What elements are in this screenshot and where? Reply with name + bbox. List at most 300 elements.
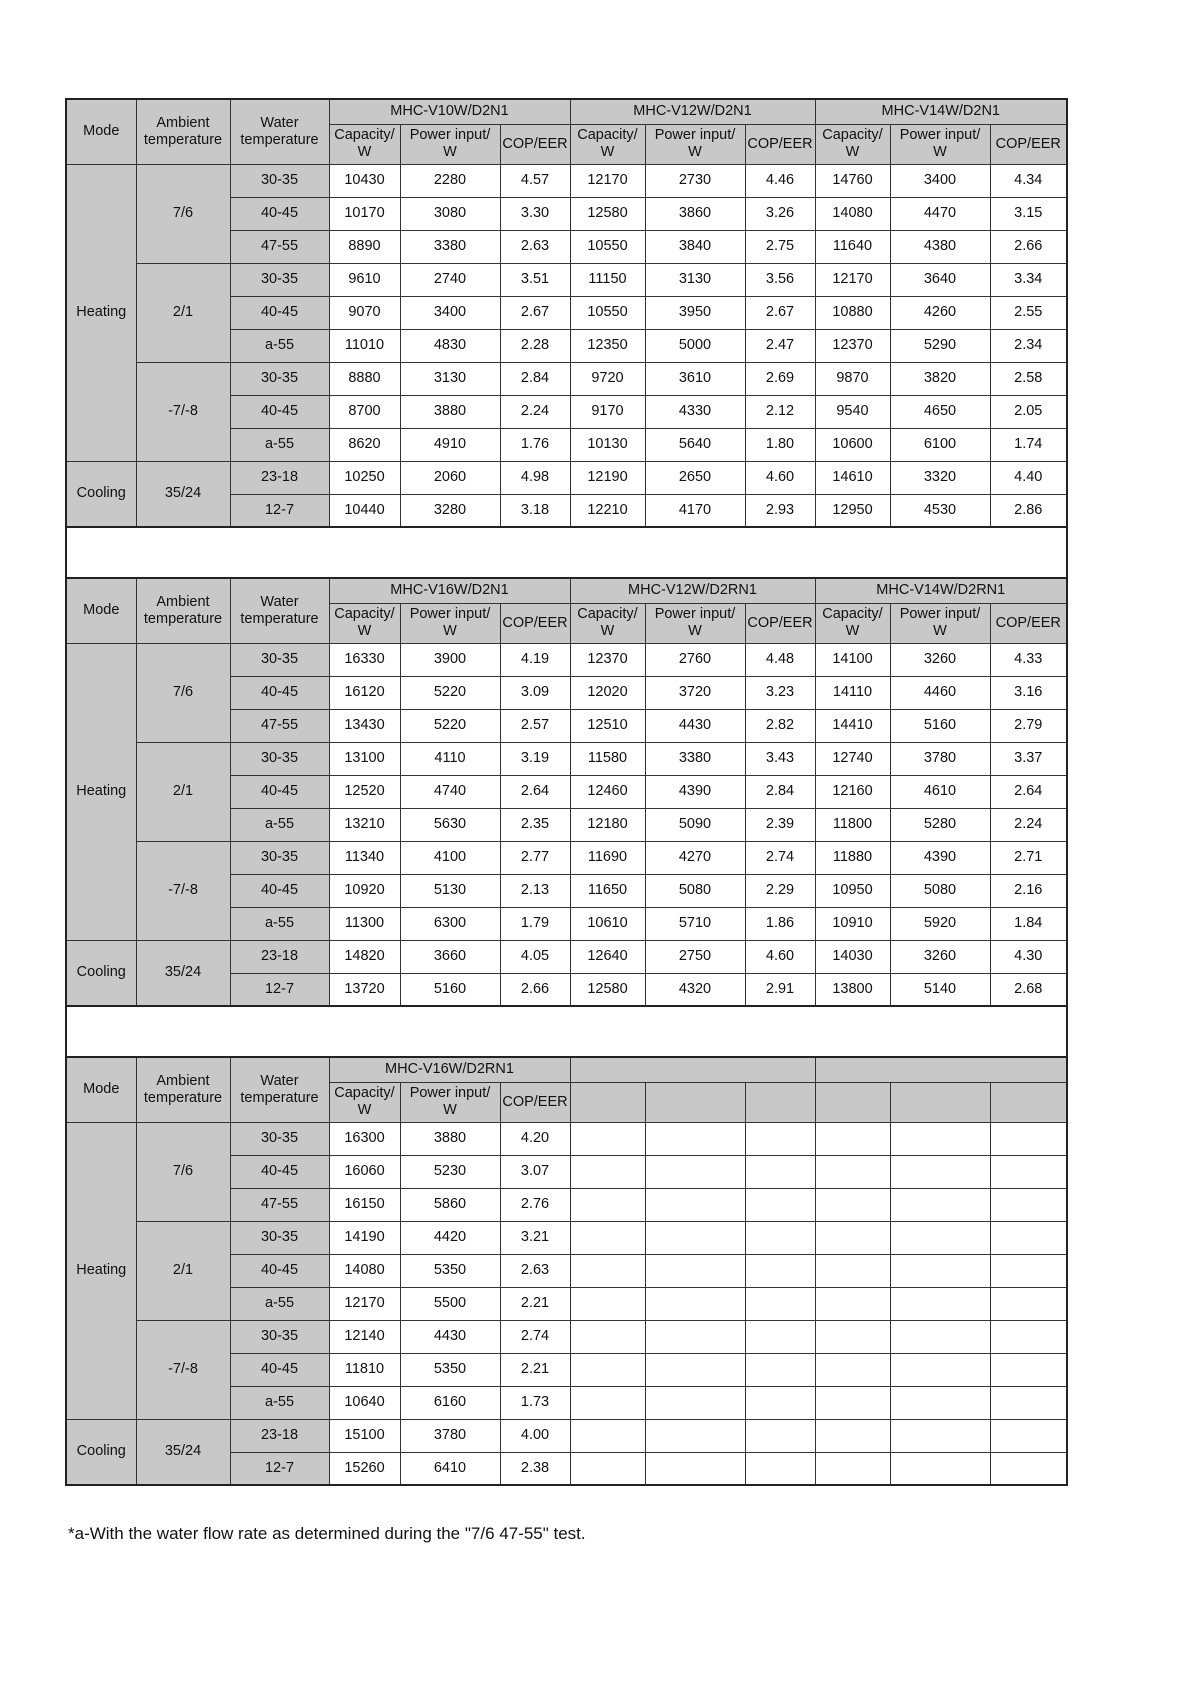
- ambient-cell: 2/1: [136, 263, 230, 362]
- cop-cell: 2.24: [500, 395, 570, 428]
- power-input-header: Power input/ W: [645, 124, 745, 164]
- power-input-cell: [645, 1155, 745, 1188]
- cop-cell: 3.34: [990, 263, 1067, 296]
- mode-cell: Cooling: [66, 940, 136, 1006]
- cop-cell: 2.29: [745, 874, 815, 907]
- mode-header: Mode: [66, 99, 136, 164]
- power-input-cell: [645, 1221, 745, 1254]
- water-temp-cell: 40-45: [230, 1353, 329, 1386]
- cop-cell: [990, 1155, 1067, 1188]
- water-header: Water temperature: [230, 578, 329, 643]
- empty-metric-header: [745, 1082, 815, 1122]
- cop-cell: 2.63: [500, 1254, 570, 1287]
- power-input-cell: 3260: [890, 643, 990, 676]
- cop-cell: 3.51: [500, 263, 570, 296]
- cop-cell: 2.55: [990, 296, 1067, 329]
- power-input-cell: 4740: [400, 775, 500, 808]
- header-model-row: [66, 578, 1067, 603]
- power-input-cell: 3280: [400, 494, 500, 527]
- cop-cell: [745, 1452, 815, 1485]
- power-input-cell: 4390: [645, 775, 745, 808]
- power-input-cell: 4170: [645, 494, 745, 527]
- water-temp-cell: 30-35: [230, 742, 329, 775]
- capacity-cell: [815, 1155, 890, 1188]
- power-input-cell: [890, 1452, 990, 1485]
- capacity-cell: 16120: [329, 676, 400, 709]
- water-temp-cell: 12-7: [230, 973, 329, 1006]
- table-row: [66, 1221, 1067, 1254]
- water-temp-cell: 30-35: [230, 841, 329, 874]
- power-input-cell: 5220: [400, 676, 500, 709]
- power-input-cell: 4110: [400, 742, 500, 775]
- capacity-cell: 10550: [570, 230, 645, 263]
- capacity-cell: 8620: [329, 428, 400, 461]
- cop-cell: [745, 1254, 815, 1287]
- model-header: MHC-V14W/D2N1: [815, 99, 1067, 124]
- ambient-cell: 7/6: [136, 164, 230, 263]
- model-header: MHC-V10W/D2N1: [329, 99, 570, 124]
- power-input-cell: 5290: [890, 329, 990, 362]
- capacity-cell: 16060: [329, 1155, 400, 1188]
- power-input-cell: 5280: [890, 808, 990, 841]
- cop-cell: 4.57: [500, 164, 570, 197]
- capacity-cell: 12370: [815, 329, 890, 362]
- table-spacer: [66, 1006, 1067, 1057]
- cop-eer-header: COP/EER: [745, 603, 815, 643]
- water-temp-cell: a-55: [230, 428, 329, 461]
- power-input-cell: [645, 1188, 745, 1221]
- water-temp-cell: 47-55: [230, 709, 329, 742]
- cop-cell: [990, 1122, 1067, 1155]
- water-temp-cell: 40-45: [230, 1254, 329, 1287]
- power-input-cell: [890, 1320, 990, 1353]
- cop-cell: 2.05: [990, 395, 1067, 428]
- capacity-cell: 10950: [815, 874, 890, 907]
- ambient-cell: -7/-8: [136, 362, 230, 461]
- cop-cell: [990, 1254, 1067, 1287]
- cop-cell: 2.91: [745, 973, 815, 1006]
- mode-cell: Cooling: [66, 461, 136, 527]
- power-input-cell: 6100: [890, 428, 990, 461]
- power-input-cell: 2750: [645, 940, 745, 973]
- power-input-cell: [645, 1353, 745, 1386]
- cop-cell: 1.76: [500, 428, 570, 461]
- power-input-cell: [890, 1188, 990, 1221]
- cop-cell: 2.24: [990, 808, 1067, 841]
- capacity-cell: 12580: [570, 973, 645, 1006]
- capacity-cell: 15260: [329, 1452, 400, 1485]
- capacity-cell: [570, 1320, 645, 1353]
- capacity-cell: 8880: [329, 362, 400, 395]
- performance-sheet: [65, 98, 1066, 1486]
- capacity-cell: 12160: [815, 775, 890, 808]
- table-spacer-row: [66, 1006, 1067, 1057]
- capacity-cell: 11880: [815, 841, 890, 874]
- cop-cell: 3.18: [500, 494, 570, 527]
- capacity-cell: [570, 1287, 645, 1320]
- capacity-cell: 9720: [570, 362, 645, 395]
- capacity-cell: 14030: [815, 940, 890, 973]
- water-temp-cell: 40-45: [230, 395, 329, 428]
- cop-cell: 2.28: [500, 329, 570, 362]
- power-input-cell: 5220: [400, 709, 500, 742]
- cop-cell: 4.33: [990, 643, 1067, 676]
- power-input-cell: [645, 1452, 745, 1485]
- water-temp-cell: 30-35: [230, 263, 329, 296]
- cop-cell: 1.73: [500, 1386, 570, 1419]
- model-header: [570, 1057, 815, 1082]
- table-spacer-row: [66, 527, 1067, 578]
- capacity-cell: 11340: [329, 841, 400, 874]
- capacity-cell: [815, 1386, 890, 1419]
- capacity-header: Capacity/ W: [329, 124, 400, 164]
- water-header: Water temperature: [230, 99, 329, 164]
- cop-cell: 2.66: [500, 973, 570, 1006]
- water-temp-cell: 30-35: [230, 362, 329, 395]
- empty-metric-header: [990, 1082, 1067, 1122]
- cop-cell: 2.67: [500, 296, 570, 329]
- power-input-cell: 6300: [400, 907, 500, 940]
- cop-cell: 3.56: [745, 263, 815, 296]
- water-temp-cell: 47-55: [230, 230, 329, 263]
- cop-cell: [990, 1188, 1067, 1221]
- power-input-cell: 4430: [645, 709, 745, 742]
- power-input-cell: 5710: [645, 907, 745, 940]
- cop-cell: [745, 1155, 815, 1188]
- capacity-cell: 14760: [815, 164, 890, 197]
- cop-cell: 2.71: [990, 841, 1067, 874]
- cop-cell: [745, 1419, 815, 1452]
- cop-cell: 2.79: [990, 709, 1067, 742]
- power-input-cell: 5630: [400, 808, 500, 841]
- cop-cell: 1.74: [990, 428, 1067, 461]
- cop-cell: 3.21: [500, 1221, 570, 1254]
- cop-cell: 3.23: [745, 676, 815, 709]
- table-row: [66, 643, 1067, 676]
- capacity-header: Capacity/ W: [815, 603, 890, 643]
- capacity-cell: [570, 1254, 645, 1287]
- capacity-cell: 12170: [815, 263, 890, 296]
- water-temp-cell: 12-7: [230, 494, 329, 527]
- capacity-cell: [815, 1188, 890, 1221]
- capacity-cell: 16150: [329, 1188, 400, 1221]
- cop-cell: 2.82: [745, 709, 815, 742]
- ambient-header: Ambient temperature: [136, 1057, 230, 1122]
- model-header: MHC-V12W/D2RN1: [570, 578, 815, 603]
- cop-cell: 2.74: [745, 841, 815, 874]
- power-input-header: Power input/ W: [400, 603, 500, 643]
- cop-cell: 3.37: [990, 742, 1067, 775]
- capacity-cell: 13210: [329, 808, 400, 841]
- power-input-cell: 3130: [645, 263, 745, 296]
- water-temp-cell: 40-45: [230, 775, 329, 808]
- footnote: *a-With the water flow rate as determined during the "7/6 47-55" test.: [68, 1524, 586, 1543]
- power-input-cell: [890, 1386, 990, 1419]
- cop-cell: 2.68: [990, 973, 1067, 1006]
- power-input-cell: 3880: [400, 395, 500, 428]
- capacity-cell: 10640: [329, 1386, 400, 1419]
- power-input-cell: 5640: [645, 428, 745, 461]
- cop-cell: [990, 1452, 1067, 1485]
- capacity-cell: 12460: [570, 775, 645, 808]
- cop-cell: 2.47: [745, 329, 815, 362]
- cop-eer-header: COP/EER: [745, 124, 815, 164]
- capacity-cell: 10910: [815, 907, 890, 940]
- power-input-cell: 3400: [890, 164, 990, 197]
- power-input-cell: 4390: [890, 841, 990, 874]
- power-input-cell: 2280: [400, 164, 500, 197]
- capacity-cell: 13720: [329, 973, 400, 1006]
- capacity-cell: 11580: [570, 742, 645, 775]
- header-model-row: [66, 1057, 1067, 1082]
- cop-cell: 1.86: [745, 907, 815, 940]
- power-input-cell: 3380: [400, 230, 500, 263]
- capacity-cell: 10610: [570, 907, 645, 940]
- power-input-cell: [645, 1122, 745, 1155]
- cop-cell: 2.39: [745, 808, 815, 841]
- capacity-cell: 11150: [570, 263, 645, 296]
- capacity-cell: 12510: [570, 709, 645, 742]
- ambient-header: Ambient temperature: [136, 578, 230, 643]
- water-temp-cell: 40-45: [230, 296, 329, 329]
- cop-cell: 2.66: [990, 230, 1067, 263]
- capacity-cell: 12170: [570, 164, 645, 197]
- cop-cell: 2.12: [745, 395, 815, 428]
- capacity-cell: [570, 1452, 645, 1485]
- capacity-cell: [815, 1221, 890, 1254]
- cop-cell: 2.13: [500, 874, 570, 907]
- table-row: [66, 1122, 1067, 1155]
- power-input-header: Power input/ W: [890, 603, 990, 643]
- power-input-header: Power input/ W: [400, 1082, 500, 1122]
- water-temp-cell: a-55: [230, 907, 329, 940]
- cop-cell: 2.76: [500, 1188, 570, 1221]
- capacity-cell: 10250: [329, 461, 400, 494]
- capacity-cell: 11690: [570, 841, 645, 874]
- power-input-cell: 5860: [400, 1188, 500, 1221]
- cop-cell: 3.15: [990, 197, 1067, 230]
- power-input-cell: [890, 1122, 990, 1155]
- power-input-cell: [890, 1287, 990, 1320]
- cop-cell: [745, 1386, 815, 1419]
- power-input-cell: 6410: [400, 1452, 500, 1485]
- cop-cell: 1.79: [500, 907, 570, 940]
- capacity-cell: 12740: [815, 742, 890, 775]
- power-input-cell: 3900: [400, 643, 500, 676]
- power-input-cell: 3080: [400, 197, 500, 230]
- capacity-header: Capacity/ W: [570, 603, 645, 643]
- ambient-cell: 7/6: [136, 643, 230, 742]
- cop-cell: [990, 1353, 1067, 1386]
- power-input-cell: [890, 1221, 990, 1254]
- empty-metric-header: [645, 1082, 745, 1122]
- ambient-header: Ambient temperature: [136, 99, 230, 164]
- capacity-cell: 16300: [329, 1122, 400, 1155]
- cop-cell: 2.21: [500, 1287, 570, 1320]
- cop-cell: 2.64: [500, 775, 570, 808]
- capacity-cell: 14080: [329, 1254, 400, 1287]
- cop-cell: [745, 1320, 815, 1353]
- power-input-cell: 4380: [890, 230, 990, 263]
- ambient-cell: -7/-8: [136, 1320, 230, 1419]
- power-input-cell: 5230: [400, 1155, 500, 1188]
- power-input-cell: 3840: [645, 230, 745, 263]
- capacity-header: Capacity/ W: [570, 124, 645, 164]
- capacity-cell: [570, 1188, 645, 1221]
- capacity-cell: 9170: [570, 395, 645, 428]
- capacity-header: Capacity/ W: [329, 603, 400, 643]
- cop-cell: 2.69: [745, 362, 815, 395]
- capacity-cell: 10430: [329, 164, 400, 197]
- water-temp-cell: 40-45: [230, 874, 329, 907]
- water-temp-cell: 23-18: [230, 940, 329, 973]
- cop-cell: 2.77: [500, 841, 570, 874]
- capacity-cell: [815, 1353, 890, 1386]
- capacity-cell: 11810: [329, 1353, 400, 1386]
- cop-cell: 4.34: [990, 164, 1067, 197]
- power-input-cell: 5350: [400, 1353, 500, 1386]
- power-input-cell: 6160: [400, 1386, 500, 1419]
- cop-cell: 2.75: [745, 230, 815, 263]
- capacity-cell: 10550: [570, 296, 645, 329]
- cop-eer-header: COP/EER: [500, 603, 570, 643]
- capacity-cell: [815, 1419, 890, 1452]
- power-input-cell: 4910: [400, 428, 500, 461]
- water-temp-cell: a-55: [230, 1287, 329, 1320]
- cop-cell: [745, 1188, 815, 1221]
- cop-cell: 4.30: [990, 940, 1067, 973]
- cop-cell: 2.34: [990, 329, 1067, 362]
- model-header: MHC-V16W/D2RN1: [329, 1057, 570, 1082]
- cop-eer-header: COP/EER: [990, 124, 1067, 164]
- capacity-cell: 8700: [329, 395, 400, 428]
- water-temp-cell: 40-45: [230, 676, 329, 709]
- mode-cell: Heating: [66, 1122, 136, 1419]
- water-temp-cell: 40-45: [230, 197, 329, 230]
- water-temp-cell: a-55: [230, 808, 329, 841]
- capacity-cell: 14410: [815, 709, 890, 742]
- capacity-cell: [570, 1122, 645, 1155]
- capacity-cell: 9070: [329, 296, 400, 329]
- cop-cell: [990, 1320, 1067, 1353]
- water-temp-cell: 30-35: [230, 643, 329, 676]
- cop-cell: 4.19: [500, 643, 570, 676]
- table-row: [66, 362, 1067, 395]
- cop-cell: 2.21: [500, 1353, 570, 1386]
- power-input-cell: 5140: [890, 973, 990, 1006]
- ambient-cell: 2/1: [136, 1221, 230, 1320]
- power-input-cell: 3130: [400, 362, 500, 395]
- power-input-cell: 3610: [645, 362, 745, 395]
- model-header: [815, 1057, 1067, 1082]
- capacity-cell: [570, 1353, 645, 1386]
- capacity-cell: 11640: [815, 230, 890, 263]
- cop-cell: 1.80: [745, 428, 815, 461]
- empty-metric-header: [815, 1082, 890, 1122]
- cop-cell: 4.05: [500, 940, 570, 973]
- power-input-header: Power input/ W: [400, 124, 500, 164]
- capacity-cell: 14110: [815, 676, 890, 709]
- model-header: MHC-V16W/D2N1: [329, 578, 570, 603]
- power-input-cell: 5500: [400, 1287, 500, 1320]
- cop-cell: 2.35: [500, 808, 570, 841]
- empty-metric-header: [570, 1082, 645, 1122]
- power-input-cell: 5130: [400, 874, 500, 907]
- power-input-cell: [890, 1353, 990, 1386]
- cop-cell: 2.67: [745, 296, 815, 329]
- power-input-cell: 4100: [400, 841, 500, 874]
- header-model-row: [66, 99, 1067, 124]
- capacity-cell: 12370: [570, 643, 645, 676]
- cop-cell: 3.09: [500, 676, 570, 709]
- power-input-cell: 2740: [400, 263, 500, 296]
- power-input-cell: 4470: [890, 197, 990, 230]
- capacity-cell: 12180: [570, 808, 645, 841]
- power-input-cell: 5000: [645, 329, 745, 362]
- mode-header: Mode: [66, 1057, 136, 1122]
- power-input-cell: 3660: [400, 940, 500, 973]
- capacity-cell: 12190: [570, 461, 645, 494]
- power-input-cell: 2650: [645, 461, 745, 494]
- water-temp-cell: 30-35: [230, 1320, 329, 1353]
- capacity-cell: 10170: [329, 197, 400, 230]
- power-input-cell: 4830: [400, 329, 500, 362]
- capacity-cell: 13800: [815, 973, 890, 1006]
- capacity-cell: 12210: [570, 494, 645, 527]
- cop-cell: 2.86: [990, 494, 1067, 527]
- cop-cell: 4.48: [745, 643, 815, 676]
- water-temp-cell: 30-35: [230, 164, 329, 197]
- cop-cell: 2.58: [990, 362, 1067, 395]
- water-temp-cell: 40-45: [230, 1155, 329, 1188]
- power-input-cell: 4320: [645, 973, 745, 1006]
- cop-cell: 3.07: [500, 1155, 570, 1188]
- power-input-cell: 4430: [400, 1320, 500, 1353]
- cop-cell: 4.60: [745, 461, 815, 494]
- capacity-cell: 10440: [329, 494, 400, 527]
- capacity-cell: [815, 1122, 890, 1155]
- capacity-cell: 9870: [815, 362, 890, 395]
- mode-cell: Heating: [66, 164, 136, 461]
- water-temp-cell: 47-55: [230, 1188, 329, 1221]
- capacity-cell: 12020: [570, 676, 645, 709]
- table-row: [66, 1320, 1067, 1353]
- cop-cell: [745, 1353, 815, 1386]
- capacity-cell: 14820: [329, 940, 400, 973]
- power-input-cell: 4530: [890, 494, 990, 527]
- capacity-cell: 11650: [570, 874, 645, 907]
- capacity-cell: 8890: [329, 230, 400, 263]
- cop-cell: 3.30: [500, 197, 570, 230]
- power-input-cell: 3260: [890, 940, 990, 973]
- power-input-cell: 4460: [890, 676, 990, 709]
- mode-cell: Heating: [66, 643, 136, 940]
- power-input-cell: 2060: [400, 461, 500, 494]
- power-input-cell: 3320: [890, 461, 990, 494]
- cop-eer-header: COP/EER: [500, 124, 570, 164]
- cop-cell: [990, 1386, 1067, 1419]
- power-input-cell: 3400: [400, 296, 500, 329]
- power-input-cell: [890, 1155, 990, 1188]
- capacity-cell: 10920: [329, 874, 400, 907]
- cop-cell: 2.93: [745, 494, 815, 527]
- capacity-cell: 12640: [570, 940, 645, 973]
- ambient-cell: 7/6: [136, 1122, 230, 1221]
- water-temp-cell: 23-18: [230, 1419, 329, 1452]
- capacity-cell: [815, 1320, 890, 1353]
- model-header: MHC-V14W/D2RN1: [815, 578, 1067, 603]
- power-input-header: Power input/ W: [890, 124, 990, 164]
